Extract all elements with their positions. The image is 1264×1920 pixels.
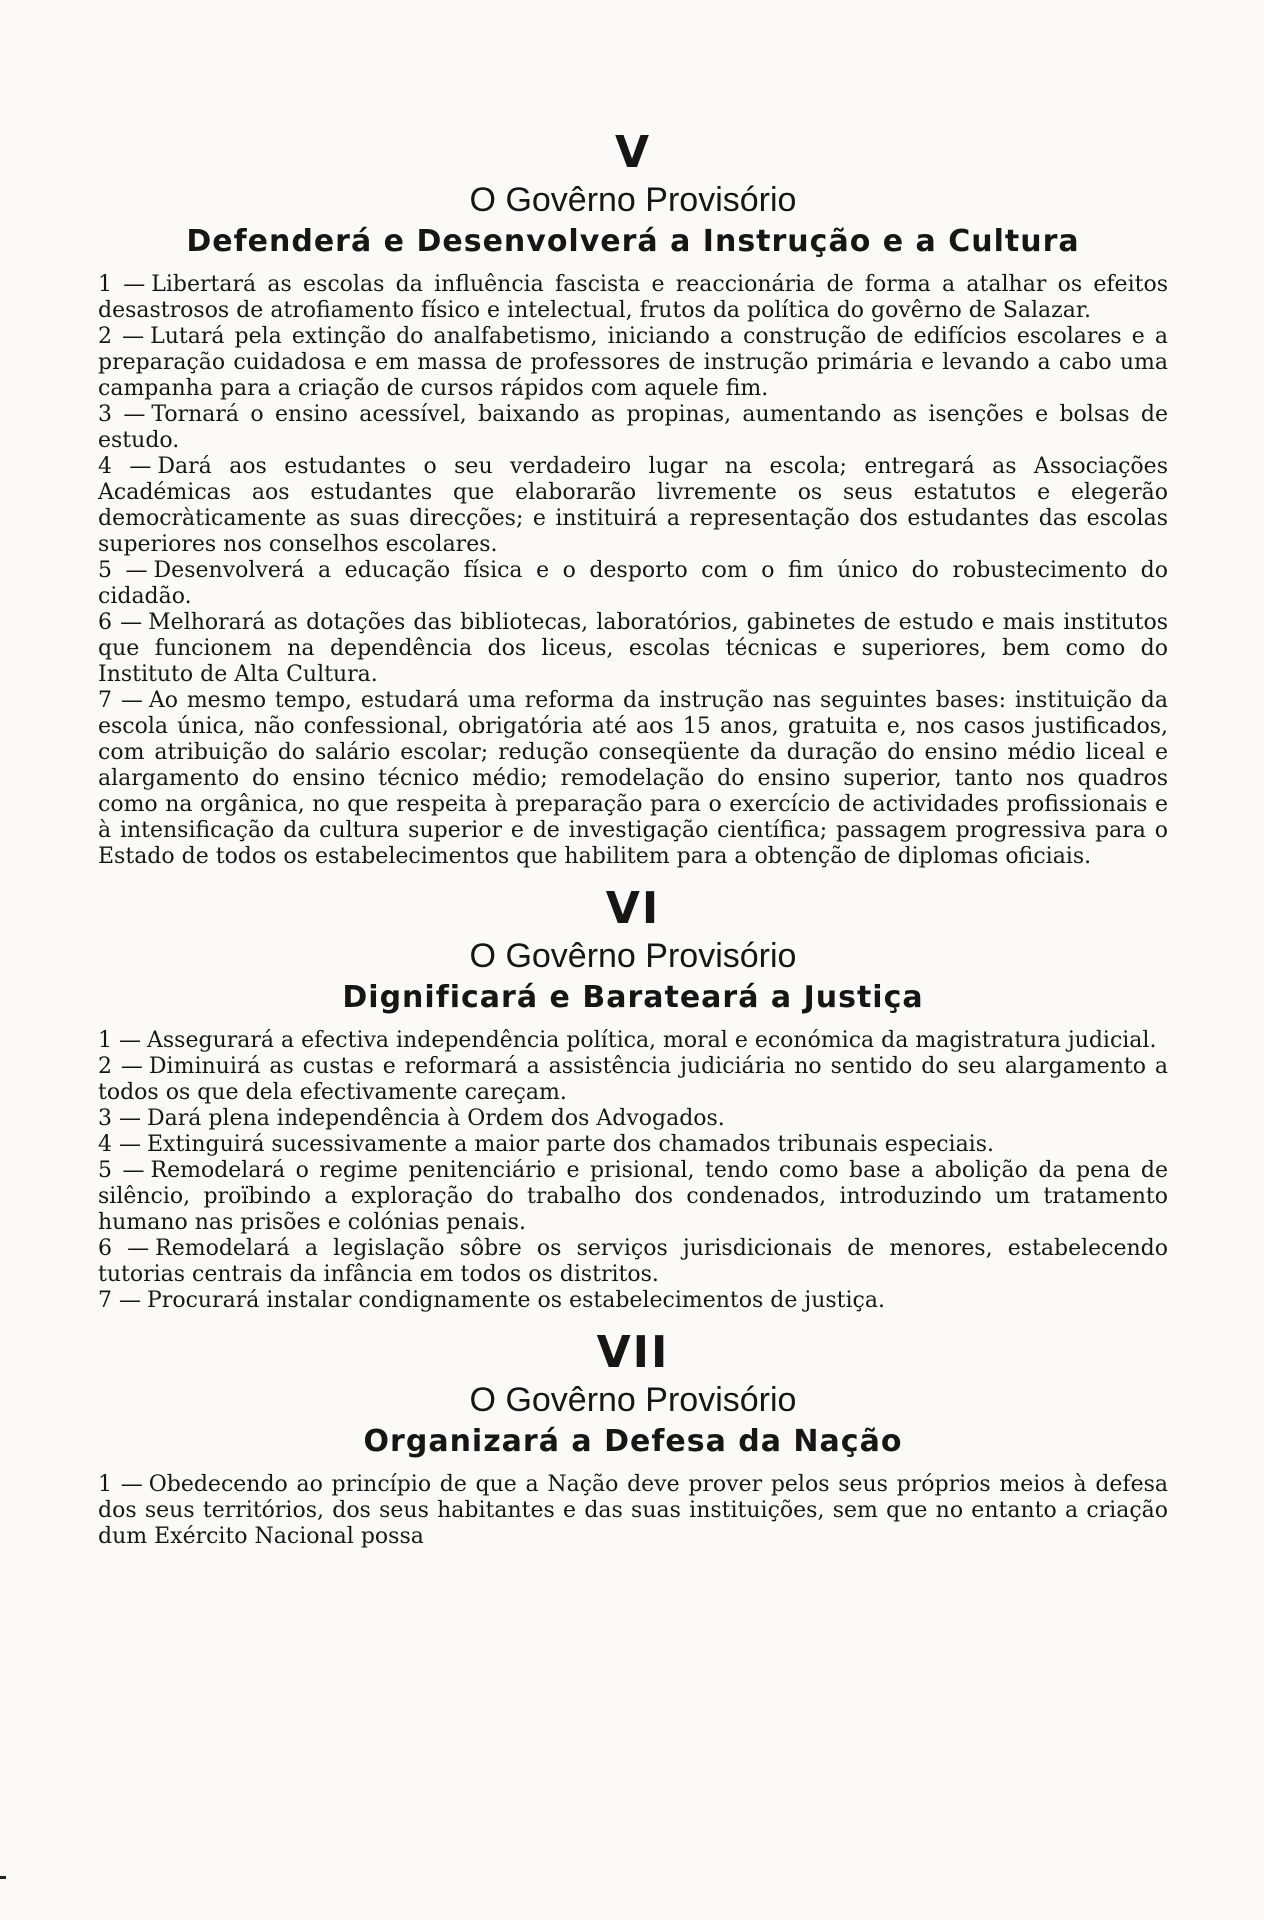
item-list <box>98 1028 1168 1314</box>
item-number: 6 — <box>98 610 143 635</box>
item-text: Procurará instalar condignamente os estabelecimentos de justiça. <box>147 1288 885 1313</box>
item-text: Obedecendo ao princípio de que a Nação deve prover pelos seus próprios meios à defesa dos seus territórios, dos seus habitantes e das suas instituições, sem que no entanto a criação dum Exército Nacional possa <box>98 1472 1169 1549</box>
item-number: 5 — <box>98 1158 145 1183</box>
item-text: Remodelará o regime penitenciário e prisional, tendo como base a abolição da pena de silêncio, proïbindo a exploração do trabalho dos condenados, introduzindo um tratamento humano nas prisões e colónias penais. <box>98 1158 1168 1235</box>
section-headline: Defenderá e Desenvolverá a Instrução e a Cultura <box>186 224 1080 259</box>
item-number: 6 — <box>98 1236 150 1261</box>
section-headline: Organizará a Defesa da Nação <box>363 1424 903 1459</box>
list-item <box>98 272 1168 324</box>
item-number: 1 — <box>98 1028 141 1053</box>
document-body <box>98 128 1168 1550</box>
item-list <box>98 1472 1168 1550</box>
section-headline: Dignificará e Barateará a Justiça <box>342 980 924 1015</box>
list-item <box>98 454 1168 558</box>
item-number: 5 — <box>98 558 148 583</box>
item-text: Extinguirá sucessivamente a maior parte dos chamados tribunais especiais. <box>147 1132 994 1157</box>
list-item <box>98 688 1168 870</box>
item-number: 2 — <box>98 324 145 349</box>
item-number: 4 — <box>98 454 152 479</box>
section-vi <box>98 884 1168 1314</box>
list-item <box>98 610 1168 688</box>
section-subtitle: O Govêrno Provisório <box>469 1381 797 1419</box>
item-number: 4 — <box>98 1132 141 1157</box>
section-subtitle: O Govêrno Provisório <box>469 181 797 219</box>
list-item <box>98 1158 1168 1236</box>
item-text: Dará aos estudantes o seu verdadeiro lugar na escola; entregará as Associações Académicas aos estudantes que elaborarão livremente os seus estatutos e elegerão democràticamente as suas direcções; e instituirá a representação dos estudantes das escolas superiores nos conselhos escolares. <box>98 454 1168 557</box>
item-text: Desenvolverá a educação física e o desporto com o fim único do robustecimento do cidadão. <box>98 558 1168 609</box>
item-number: 1 — <box>98 272 146 297</box>
item-number: 3 — <box>98 1106 141 1131</box>
section-vii <box>98 1328 1168 1550</box>
item-list <box>98 272 1168 870</box>
list-item <box>98 558 1168 610</box>
list-item <box>98 1472 1168 1550</box>
item-text: Assegurará a efectiva independência política, moral e económica da magistratura judicial. <box>147 1028 1157 1053</box>
list-item <box>98 1132 1168 1158</box>
item-text: Libertará as escolas da influência fascista e reaccionária de forma a atalhar os efeitos desastrosos de atrofiamento físico e intelectual, frutos da política do govêrno de Salazar. <box>98 272 1168 323</box>
list-item <box>98 1236 1168 1288</box>
item-text: Dará plena independência à Ordem dos Advogados. <box>147 1106 725 1131</box>
item-number: 1 — <box>98 1472 143 1497</box>
list-item <box>98 324 1168 402</box>
list-item <box>98 1054 1168 1106</box>
section-number: V <box>614 127 652 178</box>
section-number: VII <box>596 1327 670 1378</box>
item-text: Remodelará a legislação sôbre os serviços jurisdicionais de menores, estabelecendo tutorias centrais da infância em todos os distritos. <box>98 1236 1168 1287</box>
item-number: 7 — <box>98 688 143 713</box>
item-number: 7 — <box>98 1288 141 1313</box>
item-text: Lutará pela extinção do analfabetismo, iniciando a construção de edifícios escolares e a preparação cuidadosa e em massa de professores de instrução primária e levando a cabo uma campanha para a criação de cursos rápidos com aquele fim. <box>98 324 1168 401</box>
item-text: Ao mesmo tempo, estudará uma reforma da instrução nas seguintes bases: instituição da escola única, não confessional, obrigatória até aos 15 anos, gratuita e, nos casos justificados, com atribuição do salário escolar; redução conseqüente da duração do ensino médio liceal e alargamento do ensino técnico médio; remodelação do ensino superior, tanto nos quadros como na orgânica, no que respeita à preparação para o exercício de actividades profissionais e à intensificação da cultura superior e de investigação científica; passagem progressiva para o Estado de todos os estabelecimentos que habilitem para a obtenção de diplomas oficiais. <box>98 688 1168 869</box>
list-item <box>98 1106 1168 1132</box>
section-v <box>98 128 1168 870</box>
section-subtitle: O Govêrno Provisório <box>469 937 797 975</box>
item-number: 3 — <box>98 402 146 427</box>
item-number: 2 — <box>98 1054 143 1079</box>
section-number: VI <box>605 883 661 934</box>
margin-mark <box>0 1876 6 1879</box>
item-text: Diminuirá as custas e reformará a assistência judiciária no sentido do seu alargamento a todos os que dela efectivamente careçam. <box>98 1054 1168 1105</box>
item-text: Melhorará as dotações das bibliotecas, laboratórios, gabinetes de estudo e mais institutos que funcionem na dependência dos liceus, escolas técnicas e superiores, bem como do Instituto de Alta Cultura. <box>98 610 1168 687</box>
list-item <box>98 402 1168 454</box>
list-item <box>98 1288 1168 1314</box>
item-text: Tornará o ensino acessível, baixando as propinas, aumentando as isenções e bolsas de estudo. <box>98 402 1168 453</box>
list-item <box>98 1028 1168 1054</box>
